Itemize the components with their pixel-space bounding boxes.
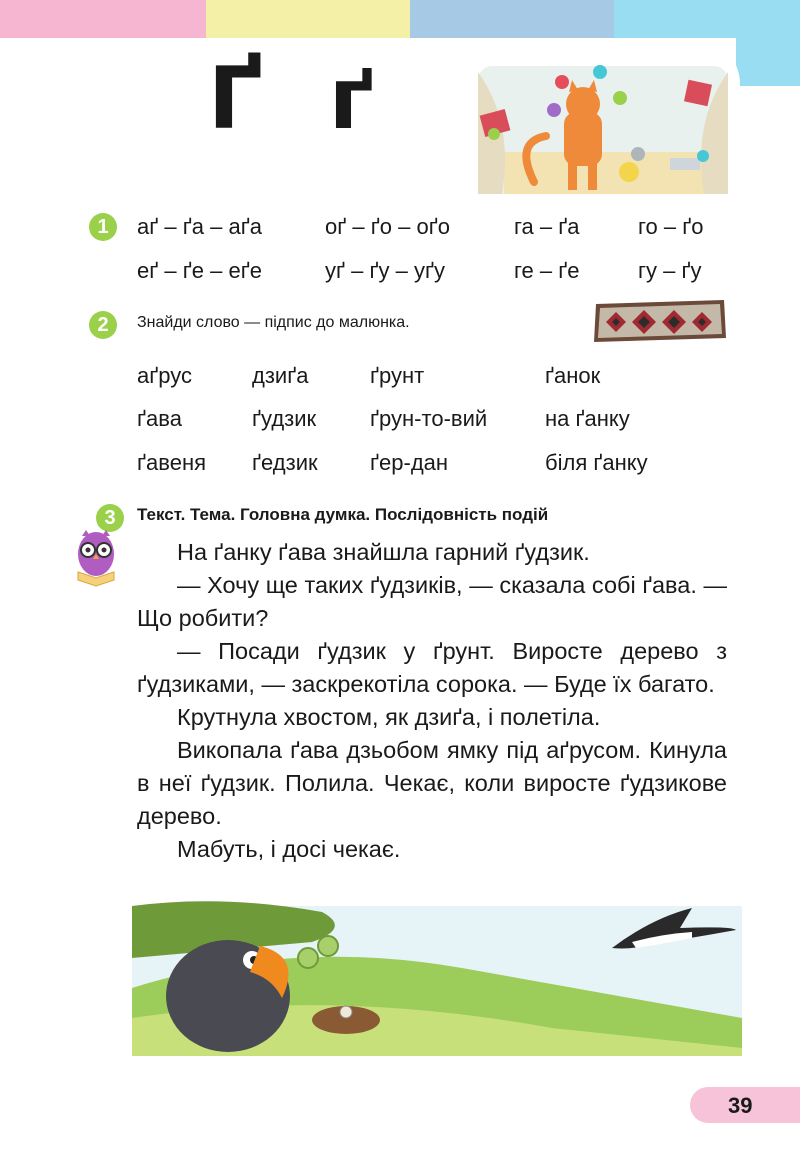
word-r3c3: ґер-дан [370,450,449,475]
word-r1c4: ґанок [545,363,601,388]
task-number-2: 2 [89,311,117,339]
header-bar-blue [410,0,614,38]
syllable-row2-col1: еґ – ґе – еґе [137,258,262,283]
syllable-row1-col4: го – ґо [638,214,704,239]
word-r3c4: біля ґанку [545,450,648,475]
page-number: 39 [728,1093,753,1118]
task2-instruction: Знайди слово — підпис до малюнка. [137,314,410,331]
owl-reading-icon [74,528,118,590]
syllable-row2-col4: гу – ґу [638,258,702,283]
story-paragraph-4: Крутнула хвостом, як дзиґа, і полетіла. [177,704,601,730]
word-r2c2: ґудзик [252,406,317,431]
story-paragraph-1: На ґанку ґава знайшла гарний ґудзик. [177,539,590,565]
word-r2c4: на ґанку [545,406,630,431]
story-paragraph-3: — Посади ґудзик у ґрунт. Виросте дерево з ґудзиками, — заскрекотіла сорока. — Буде їх багато. [137,638,727,697]
word-r3c2: ґедзик [252,450,318,475]
crow-magpie-illustration [132,898,742,1058]
page-number-tab [690,1087,800,1123]
word-r1c2: дзиґа [252,363,309,388]
task-number-3: 3 [96,504,124,532]
syllable-row1-col1: аґ – ґа – аґа [137,214,262,239]
syllable-row1-col3: га – ґа [514,214,580,239]
word-r2c1: ґава [137,406,182,431]
task3-title: Текст. Тема. Головна думка. Послідовність подій [137,505,549,524]
cat-juggler-illustration [474,62,732,198]
word-r3c1: ґавеня [137,450,207,475]
word-r1c3: ґрунт [370,363,425,388]
syllable-row2-col2: уґ – ґу – уґу [325,258,446,283]
task-number-1: 1 [89,213,117,241]
story-paragraph-6: Мабуть, і досі чекає. [177,836,401,862]
header-bar-yellow [206,0,410,38]
word-r2c3: ґрун-то-вий [370,406,488,431]
word-r1c1: аґрус [137,363,193,388]
story-text [137,536,727,866]
story-paragraph-5: Викопала ґава дзьобом ямку під аґрусом. Кинула в неї ґудзик. Полила. Чекає, коли виросте ґудзикове дерево. [137,737,727,829]
embroidered-gerdan-illustration [592,298,728,346]
big-letters: Ґ ґ [208,49,392,149]
header-side-cyan [736,0,800,86]
syllable-row2-col3: ге – ґе [514,258,580,283]
story-paragraph-2: — Хочу ще таких ґудзиків, — сказала собі ґава. — Що робити? [137,572,727,631]
syllable-row1-col2: оґ – ґо – оґо [325,214,450,239]
header-bar-pink [0,0,206,38]
